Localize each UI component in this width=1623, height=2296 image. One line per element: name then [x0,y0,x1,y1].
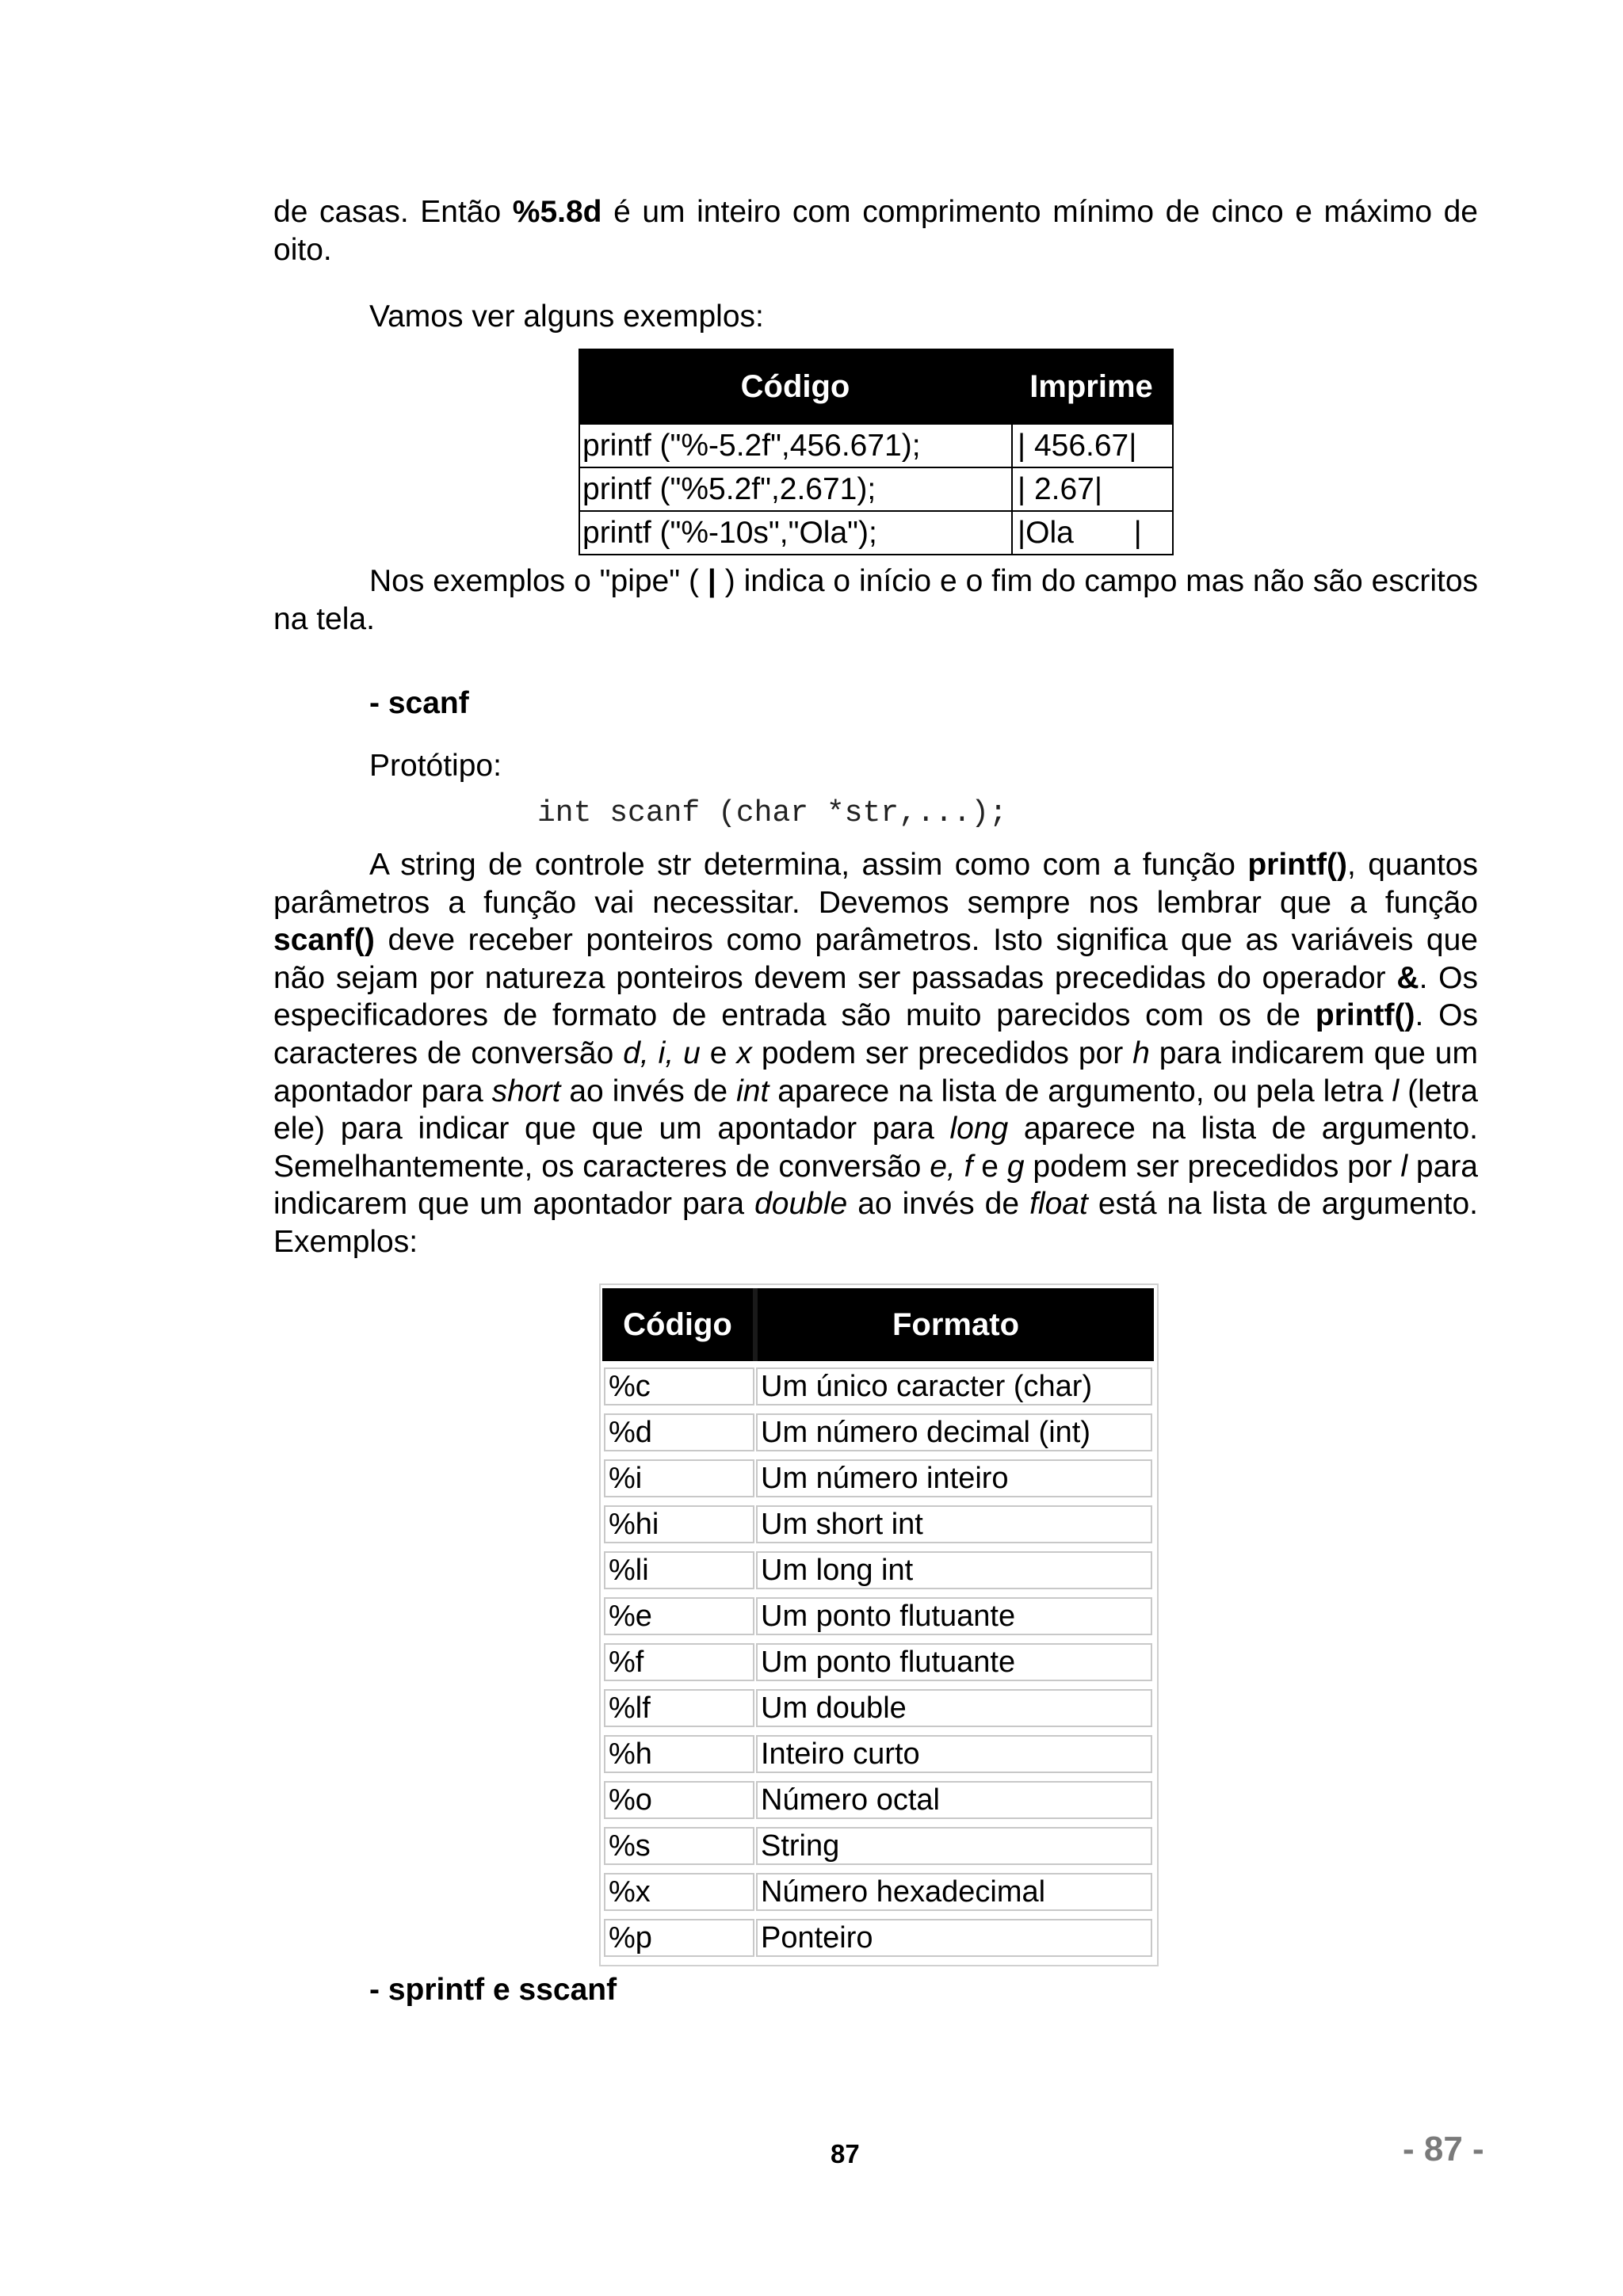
text-span: . Os especificadores de formato de entrada são muito parecidos com os de [273,960,1478,1033]
format-cell: Um ponto flutuante [756,1597,1152,1635]
prototype-code: int scanf (char *str,...); [537,796,1007,830]
heading-scanf: - scanf [369,686,469,720]
text-span: A string de controle str determina, assim como com a função [369,848,1248,882]
text-span: para indicarem que um apontador para [273,1035,1478,1108]
bold-code: printf() [1247,848,1347,882]
text-span: aparece na lista de argumento, ou pela letra [769,1074,1392,1108]
code-cell: %i [604,1459,754,1497]
bold-pipe: | [707,564,716,598]
code-cell: %e [604,1597,754,1635]
italic-term: l [1400,1149,1408,1184]
text-span: de casas. Então [273,195,513,229]
text-span: para indicarem que um apontador para [273,1149,1478,1222]
text-span: (letra ele) para indicar que que um apontador para [273,1074,1478,1146]
text-span: e [700,1035,737,1070]
table-row [604,1367,1152,1409]
table-row [604,1505,1152,1547]
output-cell: |Ola | [1018,515,1142,550]
format-cell: Um único caracter (char) [756,1367,1152,1405]
header-codigo: Código [740,368,850,404]
format-cell: Um long int [756,1551,1152,1589]
italic-term: g [1006,1149,1025,1184]
paragraph-scanf-description [273,846,1478,1261]
code-cell: printf ("%5.2f",2.671); [580,468,1013,510]
text-span: Nos exemplos o "pipe" ( [369,564,708,598]
format-cell: Ponteiro [756,1919,1152,1957]
italic-term: long [949,1112,1009,1146]
format-cell: Um número decimal (int) [756,1413,1152,1451]
table-row [604,1413,1152,1455]
italic-term: d, i, u [623,1035,701,1070]
header-formato: Formato [892,1306,1019,1342]
code-cell: %lf [604,1689,754,1727]
table-row [580,510,1172,554]
code-cell: %p [604,1919,754,1957]
italic-term: l [1392,1074,1400,1108]
format-cell: Um ponto flutuante [756,1643,1152,1681]
italic-term: h [1132,1035,1150,1070]
code-cell: %h [604,1735,754,1773]
paragraph-field-width [273,193,1478,269]
printf-examples-table [579,349,1174,555]
table-row [580,423,1172,467]
bold-code: & [1396,960,1419,995]
bold-code: %5.8d [512,195,602,229]
footer-page-number: 87 [831,2139,860,2168]
code-cell: printf ("%-5.2f",456.671); [580,425,1013,467]
italic-term: int [736,1074,769,1108]
text-span: está na lista de argumento. Exemplos: [273,1187,1478,1259]
text-span: e [972,1149,1007,1184]
page-number: - 87 - [1403,2130,1484,2168]
text-span: ) indica o início e o fim do campo mas não são escritos na tela. [273,564,1479,636]
code-cell: %f [604,1643,754,1681]
italic-term: short [491,1074,561,1108]
bold-code: printf() [1315,998,1415,1033]
text-span: . Os caracteres de conversão [273,998,1478,1070]
code-cell: %d [604,1413,754,1451]
format-cell: Número hexadecimal [756,1873,1152,1911]
code-cell: %c [604,1367,754,1405]
table-row [604,1689,1152,1730]
format-cell: Inteiro curto [756,1735,1152,1773]
format-cell: Um número inteiro [756,1459,1152,1497]
format-specifiers-table [599,1283,1159,1966]
heading-sprintf-sscanf: - sprintf e sscanf [369,1973,617,2007]
format-cell: String [756,1827,1152,1865]
text-span: aparece na lista de argumento. Semelhantemente, os caracteres de conversão [273,1112,1479,1184]
italic-term: x [736,1035,752,1070]
table-row [604,1459,1152,1501]
paragraph-pipe-note [273,563,1478,638]
text-span: é um inteiro com comprimento mínimo de cinco e máximo de oito. [273,195,1478,267]
code-cell: %li [604,1551,754,1589]
table-row [604,1643,1152,1684]
table-row [604,1781,1152,1822]
prototype-label: Protótipo: [369,749,502,783]
table-row [604,1827,1152,1868]
table-row [580,467,1172,510]
header-imprime: Imprime [1029,368,1153,404]
table-row [604,1873,1152,1914]
text-span: deve receber ponteiros como parâmetros. Isto significa que as variáveis que não sejam por natureza ponteiros devem ser passadas precedidas do operador [273,923,1478,995]
table-row [604,1597,1152,1638]
bold-code: scanf() [273,923,375,958]
code-cell: printf ("%-10s","Ola"); [580,512,1013,554]
format-cell: Número octal [756,1781,1152,1819]
format-cell: Um short int [756,1505,1152,1543]
table-header [602,1288,1154,1361]
italic-term: e, f [930,1149,973,1184]
table-row [604,1735,1152,1776]
table-row [604,1919,1152,1960]
italic-term: float [1029,1187,1088,1222]
code-cell: %o [604,1781,754,1819]
text-span: , quantos parâmetros a função vai necessitar. Devemos sempre nos lembrar que a função [273,848,1478,920]
code-cell: %hi [604,1505,754,1543]
examples-intro: Vamos ver alguns exemplos: [369,299,764,334]
code-cell: %s [604,1827,754,1865]
text-span: ao invés de [847,1187,1030,1222]
table-header [580,350,1172,423]
format-cell: Um double [756,1689,1152,1727]
output-cell: | 456.67| [1018,428,1137,463]
text-span: podem ser precedidos por [751,1035,1133,1070]
table-row [604,1551,1152,1592]
output-cell: | 2.67| [1018,471,1103,506]
text-span: podem ser precedidos por [1024,1149,1401,1184]
italic-term: double [754,1187,848,1222]
text-span: ao invés de [560,1074,737,1108]
code-cell: %x [604,1873,754,1911]
header-codigo: Código [623,1306,732,1342]
